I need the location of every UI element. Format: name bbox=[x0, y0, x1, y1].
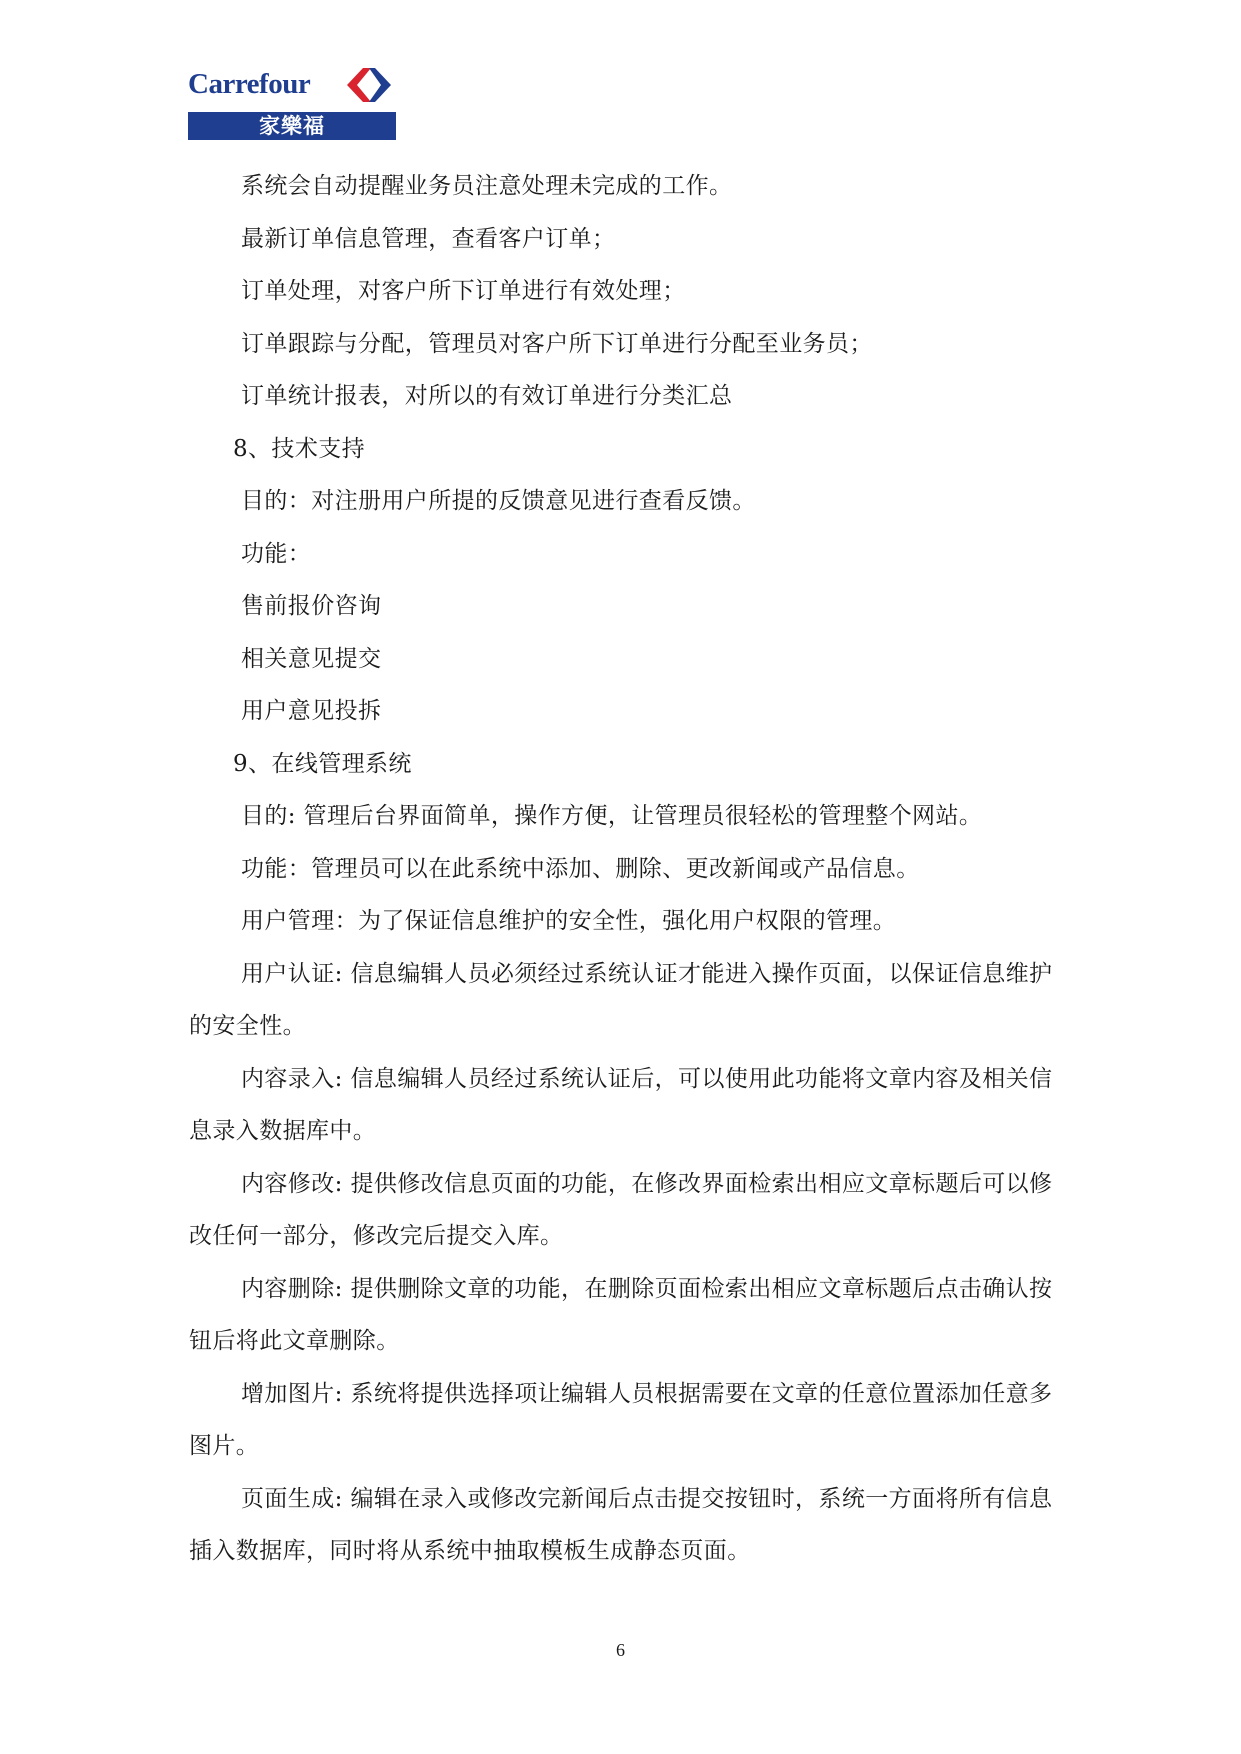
section8-item: 相关意见提交 bbox=[241, 645, 382, 672]
section8-item: 用户意见投拆 bbox=[241, 698, 382, 724]
section9-paragraph: 页面生成: 编辑在录入或修改完新闻后点击提交按钮时，系统一方面将所有信息插入数据库，同时将从系统中抽取模板生成静态页面。 bbox=[189, 1485, 1053, 1564]
section9-paragraph: 内容删除: 提供删除文章的功能，在删除页面检索出相应文章标题后点击确认按钮后将此文章删除。 bbox=[189, 1275, 1053, 1354]
section9-purpose: 目的: 管理后台界面简单，操作方便，让管理员很轻松的管理整个网站。 bbox=[241, 803, 983, 829]
section8-item: 售前报价咨询 bbox=[241, 593, 382, 619]
body-line: 最新订单信息管理，查看客户订单； bbox=[241, 225, 616, 252]
carrefour-logo-icon bbox=[343, 66, 395, 104]
body-line: 系统会自动提醒业务员注意处理未完成的工作。 bbox=[241, 173, 733, 199]
section8-function-label: 功能： bbox=[241, 540, 312, 567]
document-body bbox=[189, 160, 1059, 1578]
section9-paragraph: 内容修改: 提供修改信息页面的功能，在修改界面检索出相应文章标题后可以修改任何一部分，修改完后提交入库。 bbox=[189, 1170, 1053, 1249]
section8-purpose: 目的：对注册用户所提的反馈意见进行查看反馈。 bbox=[241, 488, 756, 514]
page-number: 6 bbox=[616, 1640, 625, 1660]
section9-user-management: 用户管理：为了保证信息维护的安全性，强化用户权限的管理。 bbox=[241, 908, 897, 934]
carrefour-logo bbox=[188, 64, 398, 140]
brand-name: Carrefour bbox=[188, 68, 311, 100]
section9-paragraph: 内容录入: 信息编辑人员经过系统认证后，可以使用此功能将文章内容及相关信息录入数据库中。 bbox=[189, 1065, 1053, 1144]
section9-function: 功能：管理员可以在此系统中添加、删除、更改新闻或产品信息。 bbox=[241, 855, 920, 882]
section-heading-9: 9、在线管理系统 bbox=[233, 750, 412, 777]
section9-paragraph: 用户认证: 信息编辑人员必须经过系统认证才能进入操作页面，以保证信息维护的安全性。 bbox=[189, 960, 1053, 1039]
body-line: 订单统计报表，对所以的有效订单进行分类汇总 bbox=[241, 383, 733, 409]
section9-paragraph: 增加图片: 系统将提供选择项让编辑人员根据需要在文章的任意位置添加任意多图片。 bbox=[189, 1380, 1053, 1459]
body-line: 订单处理，对客户所下订单进行有效处理； bbox=[241, 278, 686, 304]
section-heading-8: 8、技术支持 bbox=[233, 435, 366, 462]
body-line: 订单跟踪与分配，管理员对客户所下订单进行分配至业务员； bbox=[241, 330, 873, 357]
brand-chinese-bar: 家樂福 bbox=[188, 112, 396, 140]
